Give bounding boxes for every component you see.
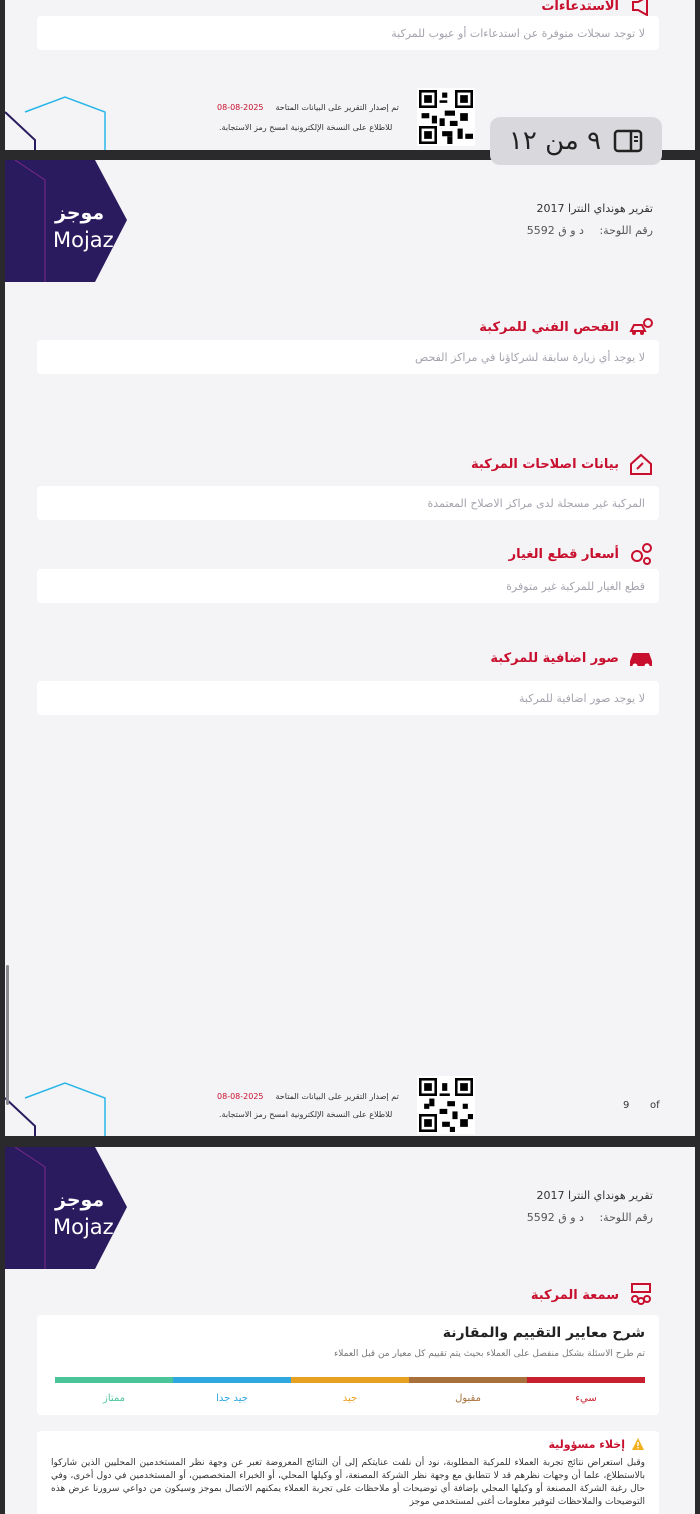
footer-scan-text: للاطلاع على النسخة الإلكترونية امسح رمز الاستجابة. [219, 1110, 393, 1119]
rating-label: مقبول [455, 1393, 481, 1404]
page-number: 9 [623, 1100, 630, 1111]
issued-label: تم إصدار التقرير على البيانات المتاحة [275, 103, 399, 112]
plate-label: رقم اللوحة: [599, 224, 653, 237]
issued-line [217, 103, 399, 112]
footer-issued-label: تم إصدار التقرير على البيانات المتاحة [275, 1092, 399, 1101]
repairs-card [37, 486, 659, 520]
car-inspection-icon [627, 313, 655, 341]
qr-code[interactable] [417, 88, 475, 146]
page-indicator-text: ٩ من ١٢ [508, 126, 602, 156]
photos-section-title [490, 644, 655, 672]
logo-arabic: موجز [55, 1189, 105, 1211]
rating-card-title: شرح معايير التقييم والمقارنة [442, 1325, 645, 1341]
rating-segment [409, 1377, 527, 1383]
footer-qr-code[interactable] [417, 1076, 475, 1134]
disclaimer-title [548, 1437, 645, 1451]
rating-label: سيء [575, 1393, 597, 1404]
sidebar-panel-icon [613, 129, 643, 153]
rating-segment [173, 1377, 291, 1383]
qr-code-graphic [419, 1078, 473, 1132]
inspection-card [37, 340, 659, 374]
logo-english: Mojaz [53, 228, 114, 252]
warning-icon [631, 1437, 645, 1451]
plate-value: د و ق 5592 [526, 224, 584, 237]
rating-criteria-card [37, 1315, 659, 1415]
footer-issued-line [217, 1092, 399, 1101]
repairs-title: بيانات اصلاحات المركبة [470, 456, 619, 472]
report-title: تقرير هونداي النترا 2017 [536, 1189, 653, 1202]
page-of-label: of [650, 1100, 660, 1111]
photos-title: صور اضافية للمركبة [490, 650, 619, 666]
plate-label: رقم اللوحة: [599, 1211, 653, 1224]
reputation-section-title [531, 1281, 655, 1309]
parts-text: قطع الغيار للمركبة غير متوفرة [506, 579, 645, 593]
decor-hexagon-lines [5, 1078, 115, 1136]
parts-section-title [509, 540, 655, 568]
report-page-10 [5, 1147, 695, 1514]
report-page-9 [5, 160, 695, 1136]
recalls-text: لا توجد سجلات متوفرة عن استدعاءات أو عيوب للمركبة [391, 26, 645, 40]
gears-icon [627, 540, 655, 568]
rating-segment [291, 1377, 409, 1383]
plate-line [527, 224, 653, 237]
vertical-scrollbar[interactable] [6, 965, 9, 1105]
house-wrench-icon [627, 450, 655, 478]
rating-label: جيد جدا [216, 1393, 248, 1404]
photos-card [37, 681, 659, 715]
inspection-title: الفحص الفني للمركبة [479, 319, 619, 335]
parts-card [37, 569, 659, 603]
people-rating-icon [627, 1281, 655, 1309]
rating-label: جيد [342, 1393, 358, 1404]
rating-segment [527, 1377, 645, 1383]
reputation-title: سمعة المركبة [530, 1287, 619, 1303]
recalls-title: الاستدعاءات [541, 0, 619, 14]
photos-text: لا يوجد صور اضافية للمركبة [518, 691, 645, 705]
plate-value: د و ق 5592 [526, 1211, 584, 1224]
report-title: تقرير هونداي النترا 2017 [536, 202, 653, 215]
rating-scale-bar [55, 1377, 645, 1383]
logo-arabic: موجز [55, 202, 105, 224]
inspection-text: لا يوجد أي زيارة سابقة لشركاؤنا في مراكز الفحص [415, 350, 645, 364]
mojaz-logo [5, 1147, 130, 1269]
disclaimer-text: وقبل استعراض نتائج تجربة العملاء للمركبة المطلوبة، نود أن نلفت عنايتكم إلى أن النتائج المعروضة تعبر عن وجهة نظر المستخدمين المحليين الذين شاركوا بالاستطلاع، علما أن وجهات نظرهم قد لا تتطابق مع وجهة نظر الشركة المصنعة، أو وكيلها المحلي، أو الخبراء المتخصصين، أو المستخدمين في دول أخرى، وفي حال رغبة الشركة المصنعة أو وكيلها المحلي بإضافة أي توضيحات أو ملاحظات على تجربة العملاء يمكنهم الاتصال بموجز وسيكون من دواعي سرورنا عرض هذه التوضيحات والملاحظات لتوفير معلومات أغنى لمستخدمي موجز [51, 1458, 645, 1507]
mojaz-logo [5, 160, 130, 282]
plate-line [527, 1211, 653, 1224]
rating-scale-labels [55, 1393, 645, 1404]
rating-label: ممتاز [102, 1393, 126, 1404]
recalls-card [37, 16, 659, 50]
disclaimer-card [37, 1431, 659, 1514]
scan-text: للاطلاع على النسخة الإلكترونية امسح رمز الاستجابة. [219, 123, 393, 132]
page-indicator-badge[interactable] [490, 117, 662, 165]
disclaimer-title-text: إخلاء مسؤولية [548, 1437, 625, 1451]
inspection-section-title [479, 313, 655, 341]
footer-issued-date: 2025-08-08 [217, 1092, 264, 1101]
parts-title: أسعار قطع الغيار [508, 546, 619, 562]
issued-date: 2025-08-08 [217, 103, 264, 112]
rating-card-subtitle: تم طرح الاسئلة بشكل منفصل على العملاء بحيث يتم تقييم كل معيار من قبل العملاء [334, 1349, 645, 1359]
repairs-section-title [471, 450, 655, 478]
rating-segment [55, 1377, 173, 1383]
repairs-text: المركبة غير مسجلة لدى مراكز الاصلاح المعتمدة [427, 496, 645, 510]
car-icon [627, 644, 655, 672]
logo-english: Mojaz [53, 1215, 114, 1239]
qr-code-graphic [419, 90, 473, 144]
decor-hexagon-lines [5, 92, 115, 150]
